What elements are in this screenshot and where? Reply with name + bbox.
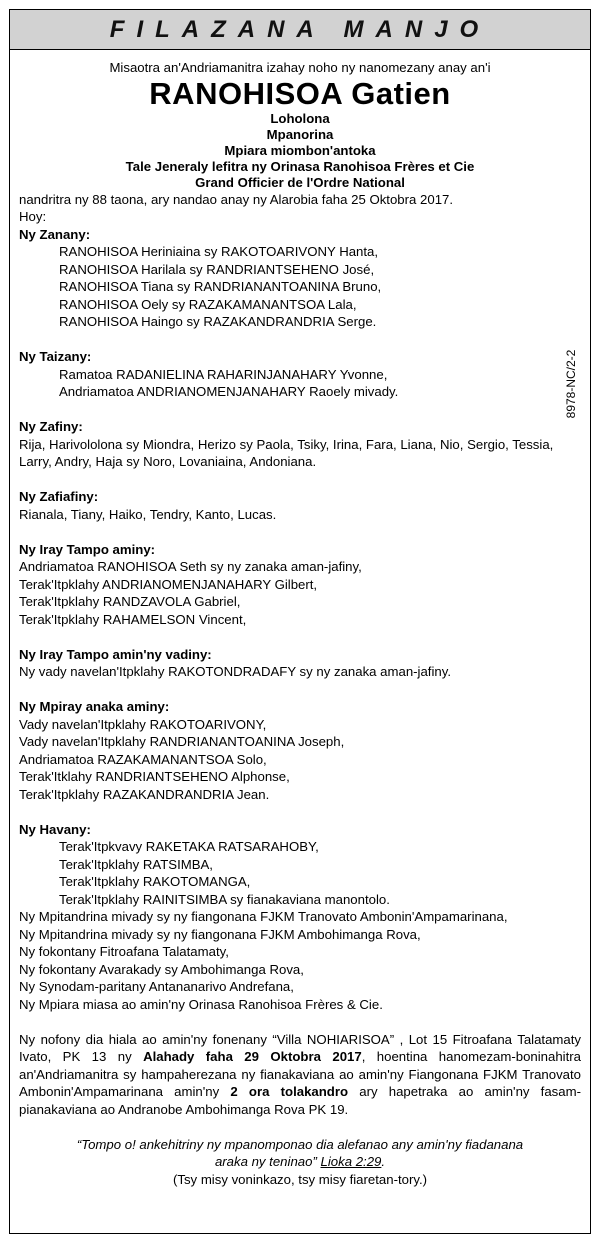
footer-note: (Tsy misy voninkazo, tsy misy fiaretan-tory.) (172, 1171, 428, 1187)
funeral-date: Alahady faha 29 Oktobra 2017 (143, 1049, 362, 1064)
side-reference-code: 8978-NC/2-2 (564, 349, 578, 419)
list-item: RANOHISOA Heriniaina sy RAKOTOARIVONY Hanta, (59, 244, 379, 259)
list-item: RANOHISOA Harilala sy RANDRIANTSEHENO José, (59, 261, 375, 277)
deceased-title: Mpiara miombon'antoka (224, 142, 376, 158)
list-item: Terak'Itklahy RANDRIANTSEHENO Alphonse, (19, 769, 290, 784)
list-item: Terak'Itpklahy RANDZAVOLA Gabriel, (19, 594, 241, 609)
list-item: Ny vady navelan'Itpklahy RAKOTONDRADAFY sy ny zanaka aman-jafiny. (19, 664, 452, 679)
section-heading-zafiafiny: Ny Zafiafiny: (19, 489, 99, 504)
header-banner (10, 10, 590, 50)
verse-quote: “Tompo o! ankehitriny ny mpanomponao dia alefanao any amin'ny fiadanana araka ny teninao” (76, 1136, 524, 1169)
intro-line: Misaotra an'Andriamanitra izahay noho ny nanomezany anay an'i (109, 60, 491, 75)
list-item: Ny Synodam-paritany Antananarivo Andrefana, (19, 979, 294, 994)
list-item: Rija, Harivololona sy Miondra, Herizo sy Paola, Tsiky, Irina, Fara, Liana, Nio, Sergio, Tessia, (19, 436, 554, 452)
list-item: Andriamatoa RAZAKAMANANTSOA Solo, (19, 751, 267, 767)
list-item: RANOHISOA Oely sy RAZAKAMANANTSOA Lala, (59, 296, 357, 312)
list-item: Terak'Itpklahy RAINITSIMBA sy fianakaviana manontolo. (59, 891, 390, 907)
section-heading-taizany: Ny Taizany: (19, 349, 92, 364)
section-heading-zanany: Ny Zanany: (19, 226, 91, 242)
section-heading-havany: Ny Havany: (19, 821, 91, 837)
bible-verse (19, 1136, 581, 1171)
funeral-text: Ny nofony dia hiala ao amin'ny fonenany “Villa NOHIARISOA” , Lot 15 Fitroafana Talatamaty Ivato, PK 13 ny (19, 1031, 581, 1064)
list-item: Terak'Itpkvavy RAKETAKA RATSARAHOBY, (59, 839, 319, 854)
list-item: RANOHISOA Haingo sy RAZAKANDRANDRIA Serge. (59, 314, 377, 329)
list-item: Ny Mpitandrina mivady sy ny fiangonana FJKM Ambohimanga Rova, (19, 926, 421, 942)
list-item: Andriamatoa RANOHISOA Seth sy ny zanaka aman-jafiny, (19, 559, 362, 574)
list-item: Terak'Itpklahy RATSIMBA, (59, 856, 213, 872)
notice-body (10, 50, 590, 1188)
section-heading-iray-tampo-vadiny: Ny Iray Tampo amin'ny vadiny: (19, 646, 212, 662)
funeral-time: 2 ora tolakandro (230, 1084, 349, 1099)
list-item: Terak'Itpklahy ANDRIANOMENJANAHARY Gilbert, (19, 576, 318, 592)
funeral-text: ary hapetraka ao amin'ny fasam-pianakaviana ao Andranobe Ambohimanga Rova PK 19. (19, 1084, 581, 1117)
deceased-name: RANOHISOA Gatien (149, 75, 451, 111)
hoy-label: Hoy: (19, 209, 47, 224)
section-heading-iray-tampo: Ny Iray Tampo aminy: (19, 541, 156, 557)
funeral-paragraph (19, 1031, 581, 1119)
list-item: Ny fokontany Fitroafana Talatamaty, (19, 944, 229, 959)
list-item: Ny Mpitandrina mivady sy ny fiangonana FJKM Tranovato Ambonin'Ampamarinana, (19, 909, 508, 924)
deceased-title: Tale Jeneraly lefitra ny Orinasa Ranohisoa Frères et Cie (125, 158, 475, 174)
list-item: Larry, Andry, Haja sy Noro, Lovaniaina, Andoniana. (19, 454, 317, 469)
section-heading-mpiray-anaka: Ny Mpiray anaka aminy: (19, 699, 170, 714)
list-item: Ny Mpiara miasa ao amin'ny Orinasa Ranohisoa Frères & Cie. (19, 996, 383, 1012)
section-heading-zafiny: Ny Zafiny: (19, 419, 83, 434)
header-title: FILAZANA MANJO (109, 15, 491, 43)
verse-reference: Lioka 2:29 (320, 1154, 382, 1169)
list-item: Ny fokontany Avarakady sy Ambohimanga Rova, (19, 961, 304, 977)
list-item: Terak'Itpklahy RAHAMELSON Vincent, (19, 611, 247, 627)
deceased-title: Mpanorina (266, 126, 334, 142)
obituary-notice (9, 9, 591, 1234)
list-item: Andriamatoa ANDRIANOMENJANAHARY Raoely mivady. (59, 384, 399, 399)
list-item: Terak'Itpklahy RAZAKANDRANDRIA Jean. (19, 786, 270, 802)
death-line: nandritra ny 88 taona, ary nandao anay ny Alarobia faha 25 Oktobra 2017. (19, 191, 454, 207)
verse-end: . (381, 1154, 386, 1169)
deceased-title: Grand Officier de l'Ordre National (195, 174, 405, 190)
list-item: Vady navelan'Itpklahy RAKOTOARIVONY, (19, 716, 267, 732)
list-item: Ramatoa RADANIELINA RAHARINJANAHARY Yvonne, (59, 366, 388, 382)
list-item: Vady navelan'Itpklahy RANDRIANANTOANINA Joseph, (19, 734, 345, 749)
list-item: RANOHISOA Tiana sy RANDRIANANTOANINA Bruno, (59, 279, 382, 294)
list-item: Terak'Itpklahy RAKOTOMANGA, (59, 874, 251, 889)
funeral-text: , hoentina hanomezam-boninahitra an'Andriamanitra sy hampaherezana ny fianakaviana ao amin'ny Fiangonana FJKM Tranovato Ambonin'Ampamarinana amin'ny (19, 1049, 581, 1099)
list-item: Rianala, Tiany, Haiko, Tendry, Kanto, Lucas. (19, 506, 277, 522)
deceased-title: Loholona (270, 110, 330, 126)
